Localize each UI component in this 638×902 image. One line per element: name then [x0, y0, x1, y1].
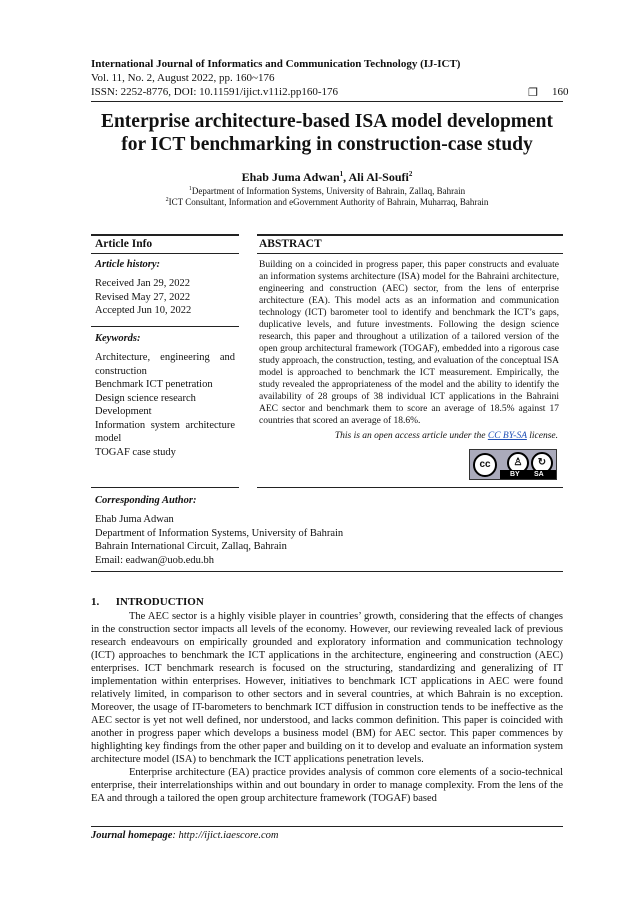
journal-name: International Journal of Informatics and Communication Technology (IJ-ICT)	[91, 58, 461, 70]
intro-paragraph-2: Enterprise architecture (EA) practice provides analysis of common core elements of a socio-technical enterprise, their interrelationships within and out boundary in order to manage complexity. From the lens of the EA and through a tailored the open group architecture framework (TOGAF) based	[91, 767, 563, 804]
corresponding-email: Email: eadwan@uob.edu.bh	[95, 554, 215, 566]
article-info-heading: Article Info	[95, 238, 153, 250]
homepage-label: Journal homepage	[91, 830, 173, 841]
keyword-item: Information system architecture model	[95, 419, 235, 444]
corresponding-bottom-rule	[91, 571, 563, 572]
article-info-bottom-rule	[91, 487, 239, 488]
author-1: Ehab Juma Adwan	[241, 170, 340, 184]
article-history-label: Article history:	[95, 259, 161, 270]
keyword-item: Architecture, engineering and construction	[95, 352, 235, 377]
homepage-url[interactable]: http://ijict.iaescore.com	[178, 830, 279, 841]
paper-title: Enterprise architecture-based ISA model development for ICT benchmarking in construction-case study	[100, 111, 554, 155]
homepage-separator: :	[172, 830, 179, 841]
keywords-label: Keywords:	[95, 333, 141, 344]
page-number: 160	[552, 86, 569, 98]
license-statement	[259, 431, 558, 441]
keyword-item: Development	[95, 406, 152, 417]
corresponding-author-label: Corresponding Author:	[95, 495, 197, 506]
article-history-list	[95, 277, 241, 318]
keyword-item: Design science research	[95, 392, 196, 404]
abstract-rule	[257, 253, 563, 254]
affiliation-2	[91, 197, 563, 207]
corresponding-name: Ehab Juma Adwan	[95, 514, 174, 525]
introduction-heading: 1. INTRODUCTION	[91, 596, 204, 608]
affiliation-2-text: ICT Consultant, Information and eGovernment Authority of Bahrain, Muharraq, Bahrain	[168, 197, 489, 207]
history-revised: Revised May 27, 2022	[95, 291, 191, 303]
history-received: Received Jan 29, 2022	[95, 278, 191, 289]
authors	[91, 170, 563, 185]
badge-sa-label: SA	[534, 471, 544, 478]
author-2: Ali Al-Soufi	[348, 170, 409, 184]
share-alike-icon: ↻	[531, 452, 553, 474]
abstract-heading: ABSTRACT	[259, 238, 322, 250]
checkbox-icon: ❐	[528, 87, 538, 99]
abstract-top-rule	[257, 234, 563, 236]
footer-rule	[91, 826, 563, 827]
corresponding-address: Bahrain International Circuit, Zallaq, Bahrain	[95, 541, 287, 552]
badge-bar	[500, 470, 556, 479]
affiliation-1-text: Department of Information Systems, University of Bahrain, Zallaq, Bahrain	[191, 186, 466, 196]
journal-volume: Vol. 11, No. 2, August 2022, pp. 160~176	[91, 72, 275, 84]
cc-by-sa-badge[interactable]	[469, 449, 557, 480]
article-info-top-rule	[91, 234, 239, 236]
corresponding-author-block	[95, 513, 495, 567]
keywords-list	[95, 351, 235, 459]
keyword-item: Benchmark ICT penetration	[95, 379, 213, 390]
affiliation-1	[91, 186, 563, 196]
journal-homepage	[91, 830, 278, 841]
author-separator: ,	[343, 170, 349, 184]
author-1-sup: 1	[339, 170, 344, 178]
corresponding-department: Department of Information Systems, University of Bahrain	[95, 527, 344, 539]
affiliation-2-sup: 2	[165, 197, 169, 203]
keywords-rule	[91, 326, 239, 327]
history-accepted: Accepted Jun 10, 2022	[95, 305, 192, 316]
journal-issn-doi: ISSN: 2252-8776, DOI: 10.11591/ijict.v11i2.pp160-176	[91, 86, 338, 98]
affiliation-1-sup: 1	[188, 186, 192, 192]
intro-paragraph-1: The AEC sector is a highly visible player in countries’ growth, considering that the effects of changes in the construction sector impacts all levels of the economy. However, our reviewing revealed lack of previous research endeavours on empirically grounded and exploratory information and communication technology (ICT) approaches to benchmark the ICT applications in the architecture, engineering and construction (AEC) enterprises. ICT benchmark research is focused on the structuring, standardizing and generalizing of IT implementation within enterprises. However, initiatives to benchmark ICT applications in AEC were found relatively limited, in comparison to other sectors and in several countries, at which Bahrain is no exception. Moreover, the usage of IT-barometers to benchmark ICT diffusion in construction tends to be ineffective as the AEC sector is yet not well defined, nor understood, and lacks common definition. This paper is coincided with another in progress paper which develops a business model (BM) for AEC sector. This paper commences by highlighting key findings from the other paper and building on it to develop and evaluate an information system architecture model (ISA) to benchmark the ICT applications penetration levels.	[91, 611, 563, 765]
cc-logo-icon: cc	[473, 453, 497, 477]
header-rule	[91, 101, 563, 102]
license-link[interactable]: CC BY-SA	[487, 431, 527, 441]
abstract-text: Building on a coincided in progress paper, this paper constructs and evaluate an information systems architecture (ISA) model for the Bahraini architecture, engineering and construction (AEC) sector, from the lens of enterprise architecture (EA). This model acts as an information and communication technology (ICT) barometer tool to identify and benchmark the ICT’s gaps, duplicative levels, and future investments. Following the design science research, this paper and throughout a utilization of a tailored version of the open group architectural framework (TOGAF), embedded into a rigorous case study approach, the construction, testing, and evaluation of the conceptual ISA model is approached to benchmark the ICT measurement. Empirically, the study revealed the appropriateness of the model and the ability to identify the availability of 28 groups of 38 individual ICT applications in the Bahraini AEC sector and benchmark them to score an average of 18.5% against 17 countries that scored an average of 18.6%.	[259, 260, 559, 426]
license-prefix: This is an open access article under the	[334, 431, 488, 441]
author-2-sup: 2	[408, 170, 413, 178]
badge-by-label: BY	[510, 471, 520, 478]
license-suffix: license.	[526, 431, 558, 441]
introduction-body	[91, 610, 563, 805]
keyword-item: TOGAF case study	[95, 446, 176, 458]
article-info-rule	[91, 253, 239, 254]
abstract-bottom-rule	[257, 487, 563, 488]
person-icon: ♙	[507, 452, 529, 474]
